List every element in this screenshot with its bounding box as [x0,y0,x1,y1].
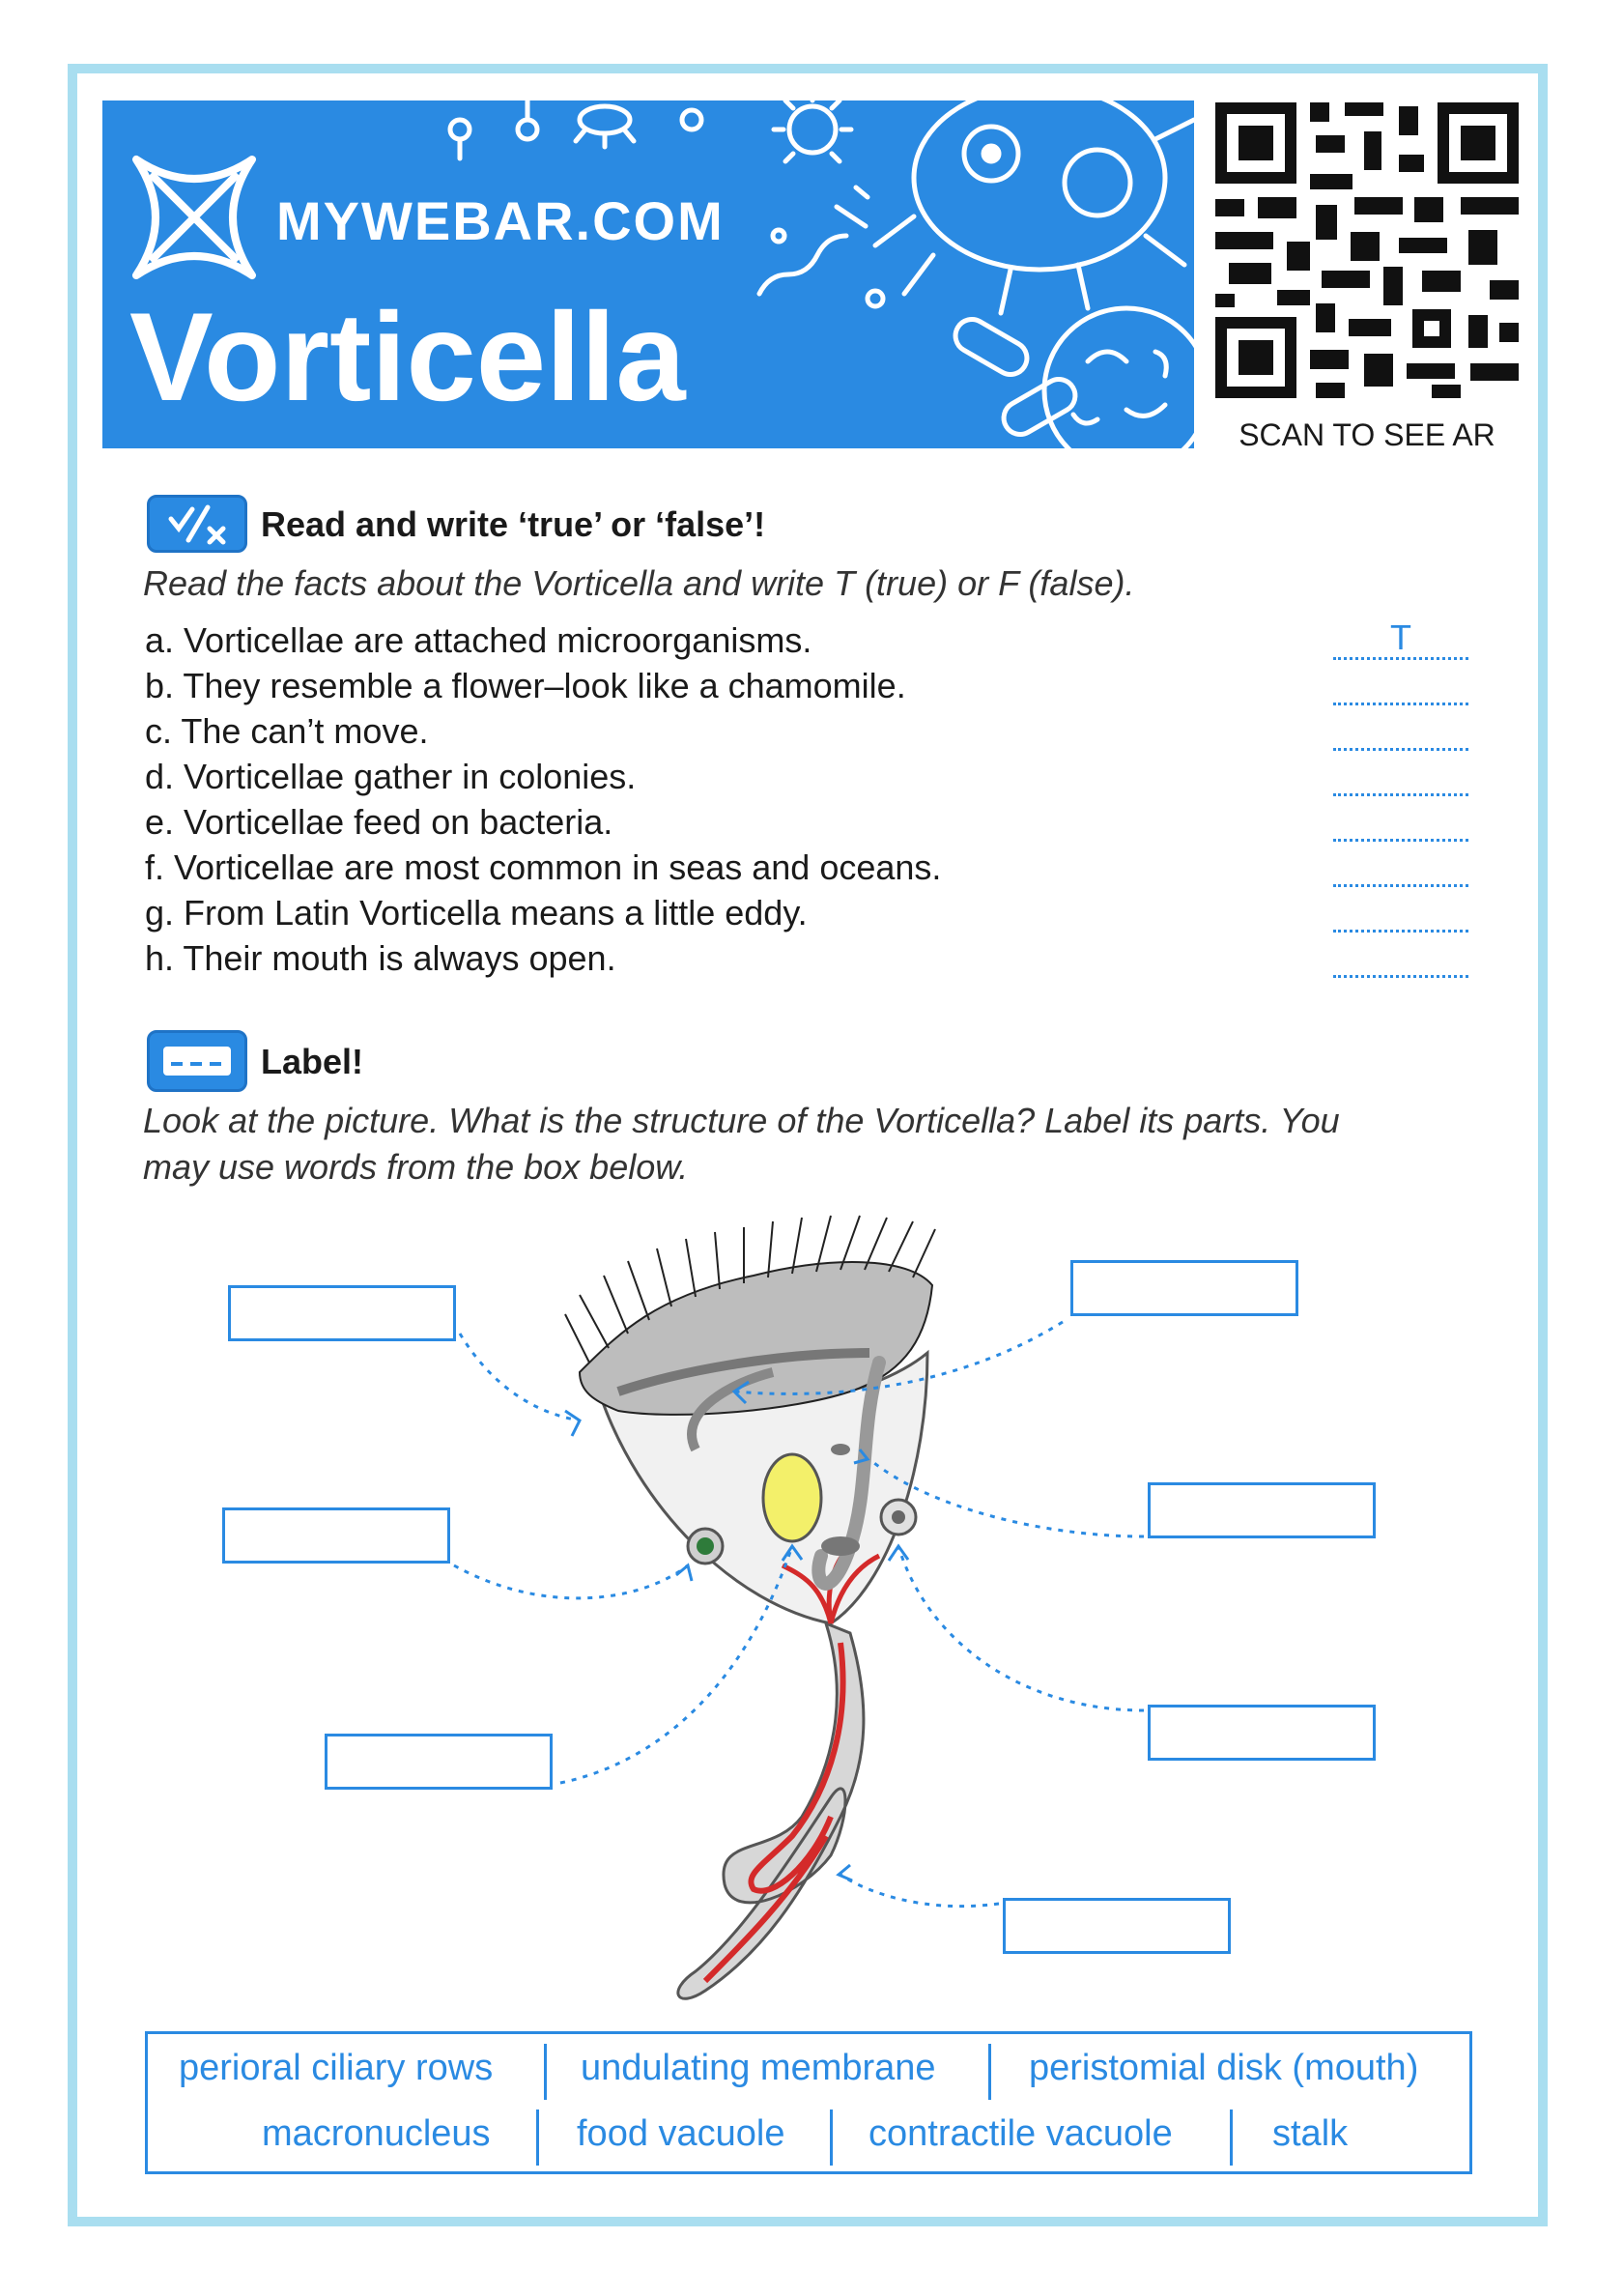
scan-label: SCAN TO SEE AR [1239,417,1495,452]
word-stalk: stalk [1272,2113,1349,2154]
label-box-2[interactable] [1070,1260,1298,1316]
label-instruction-line1: Look at the picture. What is the structure of the Vorticella? Label its parts. You [143,1101,1340,1140]
label-box-5[interactable] [1148,1705,1376,1761]
word-bank [145,2031,1472,2174]
contractile-vacuole [763,1454,821,1541]
label-box-6[interactable] [325,1734,553,1790]
fact-e: e. Vorticellae feed on bacteria. [145,802,613,842]
word-contractile-vacuole: contractile vacuole [868,2113,1173,2154]
word-undulating-membrane: undulating membrane [581,2048,936,2088]
word-food-vacuole: food vacuole [577,2113,785,2154]
true-false-instruction: Read the facts about the Vorticella and write T (true) or F (false). [143,563,1135,603]
divider [830,2109,833,2166]
fact-h: h. Their mouth is always open. [145,938,616,978]
fact-f: f. Vorticellae are most common in seas and oceans. [145,847,942,887]
section-title-true-false: Read and write ‘true’ or ‘false’! [261,504,766,544]
brand-name: MYWEBAR.COM [276,190,725,251]
word-perioral-ciliary-rows: perioral ciliary rows [179,2048,494,2088]
divider [1230,2109,1233,2166]
word-peristomial-disk: peristomial disk (mouth) [1029,2048,1419,2088]
label-box-4[interactable] [1148,1482,1376,1538]
label-box-7[interactable] [1003,1898,1231,1954]
food-vacuole [697,1537,714,1555]
word-macronucleus: macronucleus [262,2113,491,2154]
section-title-label: Label! [261,1042,364,1081]
label-instruction-line2: may use words from the box below. [143,1147,689,1187]
label-box-3[interactable] [222,1507,450,1564]
divider [988,2044,991,2100]
fact-c: c. The can’t move. [145,711,429,751]
fact-b: b. They resemble a flower–look like a chamomile. [145,666,906,705]
fact-g: g. From Latin Vorticella means a little eddy. [145,893,808,933]
label-box-1[interactable] [228,1285,456,1341]
divider [544,2044,547,2100]
page-title: Vorticella [129,286,686,427]
stalk [678,1623,864,1998]
answer-field-a[interactable]: T [1333,618,1468,660]
divider [536,2109,539,2166]
fact-d: d. Vorticellae gather in colonies. [145,757,637,796]
fact-a: a. Vorticellae are attached microorganisms. [145,620,812,660]
